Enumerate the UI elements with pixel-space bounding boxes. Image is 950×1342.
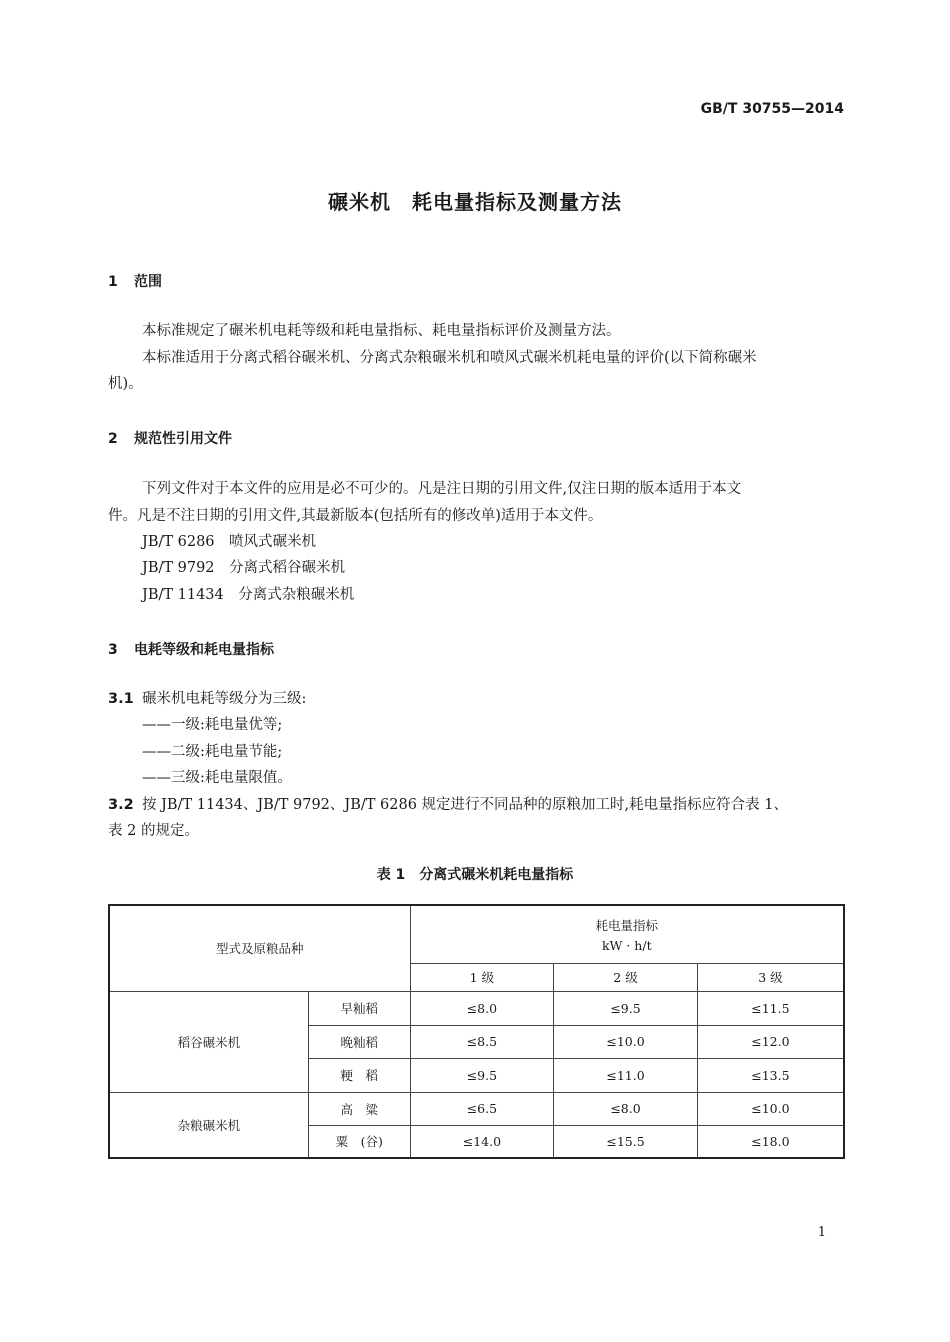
grade-header: 2 级: [554, 963, 698, 991]
clause-text: 按 JB/T 11434、JB/T 9792、JB/T 6286 规定进行不同品种的原粮加工时,耗电量指标应符合表 1、: [142, 797, 788, 813]
section-2-paragraph-cont: 件。凡是不注日期的引用文件,其最新版本(包括所有的修改单)适用于本文件。: [108, 508, 603, 524]
value-cell: ≤8.0: [554, 1092, 698, 1125]
section-title: 范围: [134, 274, 162, 290]
value-cell: ≤10.0: [697, 1092, 844, 1125]
grain-name: 早籼稻: [308, 991, 410, 1025]
value-cell: ≤12.0: [697, 1025, 844, 1058]
table-row: [109, 1092, 844, 1125]
section-1-heading: [108, 271, 162, 291]
table-header-index-label: 耗电量指标: [595, 917, 659, 933]
section-2-paragraph: 下列文件对于本文件的应用是必不可少的。凡是注日期的引用文件,仅注日期的版本适用于本文: [142, 481, 742, 497]
table-1-caption: 表 1 分离式碾米机耗电量指标: [376, 867, 574, 883]
group-name: 稻谷碾米机: [109, 991, 308, 1092]
value-cell: ≤9.5: [410, 1058, 554, 1092]
value-cell: ≤6.5: [410, 1092, 554, 1125]
level-item: ——二级:耗电量节能;: [142, 744, 283, 760]
section-number: 1: [108, 274, 118, 290]
section-title: 电耗等级和耗电量指标: [134, 642, 274, 658]
page-number: 1: [817, 1225, 826, 1240]
grade-header: 3 级: [697, 963, 844, 991]
reference-item: JB/T 11434 分离式杂粮碾米机: [142, 587, 355, 603]
section-3-heading: [108, 639, 274, 659]
table-row: [109, 991, 844, 1025]
grain-name: 粟 (谷): [308, 1125, 410, 1158]
table-header-unit: kW · h/t: [601, 937, 652, 953]
section-number: 3: [108, 642, 118, 658]
section-1-paragraph-2-cont: 机)。: [108, 376, 143, 392]
reference-item: JB/T 9792 分离式稻谷碾米机: [142, 560, 346, 576]
section-title: 规范性引用文件: [134, 431, 232, 447]
level-item: ——一级:耗电量优等;: [142, 717, 283, 733]
table-header-type: 型式及原粮品种: [109, 905, 410, 991]
group-name: 杂粮碾米机: [109, 1092, 308, 1158]
table-header-index: [410, 905, 844, 963]
grain-name: 高 粱: [308, 1092, 410, 1125]
grain-name: 晚籼稻: [308, 1025, 410, 1058]
value-cell: ≤8.0: [410, 991, 554, 1025]
value-cell: ≤14.0: [410, 1125, 554, 1158]
standard-code-header: GB/T 30755—2014: [700, 101, 844, 117]
section-2-heading: [108, 428, 232, 448]
reference-item: JB/T 6286 喷风式碾米机: [142, 534, 317, 550]
value-cell: ≤9.5: [554, 991, 698, 1025]
level-item: ——三级:耗电量限值。: [142, 770, 292, 786]
clause-3-2: [108, 792, 788, 818]
value-cell: ≤11.5: [697, 991, 844, 1025]
document-title: 碾米机 耗电量指标及测量方法: [328, 190, 622, 214]
clause-text: 碾米机电耗等级分为三级:: [142, 691, 307, 707]
table-1: [108, 904, 845, 1159]
section-number: 2: [108, 431, 118, 447]
clause-number: 3.1: [108, 691, 134, 707]
grade-header: 1 级: [410, 963, 554, 991]
value-cell: ≤15.5: [554, 1125, 698, 1158]
value-cell: ≤10.0: [554, 1025, 698, 1058]
grain-name: 粳 稻: [308, 1058, 410, 1092]
section-1-paragraph-1: 本标准规定了碾米机电耗等级和耗电量指标、耗电量指标评价及测量方法。: [142, 323, 621, 339]
clause-number: 3.2: [108, 797, 134, 813]
value-cell: ≤13.5: [697, 1058, 844, 1092]
value-cell: ≤11.0: [554, 1058, 698, 1092]
clause-3-1: [108, 686, 306, 712]
section-1-paragraph-2: 本标准适用于分离式稻谷碾米机、分离式杂粮碾米机和喷风式碾米机耗电量的评价(以下简称碾米: [142, 350, 757, 366]
value-cell: ≤18.0: [697, 1125, 844, 1158]
value-cell: ≤8.5: [410, 1025, 554, 1058]
clause-3-2-cont: 表 2 的规定。: [108, 823, 199, 839]
